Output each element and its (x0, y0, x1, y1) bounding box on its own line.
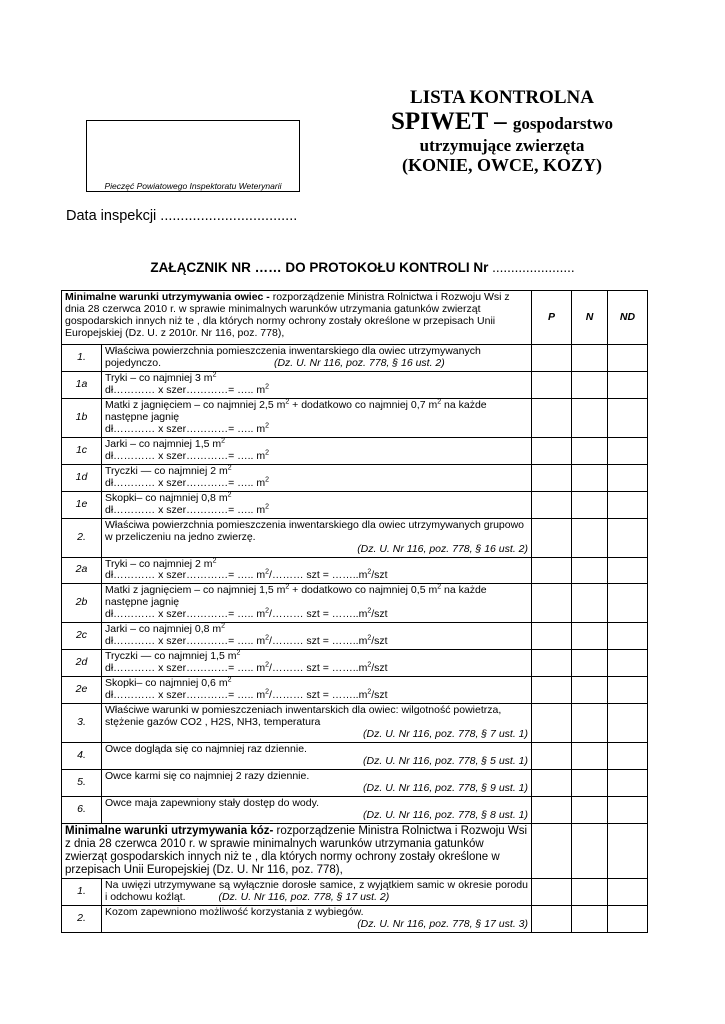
cell-n[interactable] (572, 437, 608, 464)
cell-nd[interactable] (608, 491, 648, 518)
table-header-row (62, 291, 648, 345)
row-description: Tryczki — co najmniej 2 $m^2$ dł………… x szer…………= ….. $m^2$ (102, 464, 532, 491)
cell-p[interactable] (532, 398, 572, 437)
row-description: Owce maja zapewniony stały dostęp do wody. (Dz. U. Nr 116, poz. 778, § 8 ust. 1) (102, 797, 532, 824)
row-description: Skopki– co najmniej 0,6 $m^2$ dł………… x szer…………= ….. $m^2/\dots\dots\dots$ szt = $\dots\dots..m^2$/szt (102, 677, 532, 704)
cell-n[interactable] (572, 906, 608, 933)
table-row (62, 345, 648, 372)
goats-section-text: rozporządzenie Ministra Rolnictwa i Rozwoju Wsi z dnia 28 czerwca 2010 r. w sprawie minimalnych warunków utrzymania gatunków zwierząt gospodarskich innych niż te , dla których normy ochrony zostały określone w przepisach Unii Europejskiej (Dz. U. Nr 116, poz. 778), (65, 824, 528, 877)
row-description: Owce karmi się co najmniej 2 razy dziennie. (Dz. U. Nr 116, poz. 778, § 9 ust. 1) (102, 770, 532, 797)
title-spiwet: SPIWET – (391, 108, 507, 136)
cell-p[interactable] (532, 623, 572, 650)
table-row (62, 557, 648, 584)
table-row (62, 437, 648, 464)
legal-reference: (Dz. U. Nr 116, poz. 778, § 7 ust. 1) (363, 728, 528, 741)
legal-reference: (Dz. U. Nr 116, poz. 778, § 5 ust. 1) (363, 755, 528, 768)
cell-nd[interactable] (608, 797, 648, 824)
cell-nd (608, 823, 648, 878)
table-row (62, 398, 648, 437)
row-description: Matki z jagnięciem – co najmniej 2,5 $m^2$ + dodatkowo co najmniej 0,7 $m^2$ na każde następne jagnię dł………… x szer…………= ….. $m^2$ (102, 398, 532, 437)
table-row (62, 743, 648, 770)
title-block (372, 87, 632, 175)
cell-n[interactable] (572, 623, 608, 650)
row-description: Na uwięzi utrzymywane są wyłącznie dorosłe samice, z wyjątkiem samic w okresie porodu i odchowu koźląt. (Dz. U. Nr 116, poz. 778, § 17 ust. 2) (102, 879, 532, 906)
cell-p[interactable] (532, 518, 572, 557)
cell-nd[interactable] (608, 345, 648, 372)
cell-n[interactable] (572, 464, 608, 491)
row-description: Tryki – co najmniej 3 $m^2$ dł………… x szer…………= ….. $m^2$ (102, 371, 532, 398)
table-row (62, 518, 648, 557)
cell-nd[interactable] (608, 704, 648, 743)
row-number: 1a (62, 371, 102, 398)
row-description: Właściwe warunki w pomieszczeniach inwentarskich dla owiec: wilgotność powietrza, stężenie gazów CO2 , H2S, NH3, temperatura (Dz. U. Nr 116, poz. 778, § 7 ust. 1) (102, 704, 532, 743)
cell-nd[interactable] (608, 623, 648, 650)
cell-n[interactable] (572, 770, 608, 797)
cell-nd[interactable] (608, 398, 648, 437)
cell-n[interactable] (572, 557, 608, 584)
cell-nd[interactable] (608, 906, 648, 933)
title-gospodarstwo: gospodarstwo (512, 114, 613, 134)
title-line-4: (KONIE, OWCE, KOZY) (401, 155, 602, 176)
table-row (62, 584, 648, 623)
table-row (62, 797, 648, 824)
cell-p[interactable] (532, 584, 572, 623)
table-row (62, 770, 648, 797)
row-number: 1c (62, 437, 102, 464)
inspection-date: Data inspekcji .................................. (66, 208, 298, 224)
cell-n[interactable] (572, 677, 608, 704)
checklist-table (61, 290, 648, 933)
row-number: 2. (62, 518, 102, 557)
row-description: Tryki – co najmniej 2 $m^2$ dł………… x szer…………= ….. $m^2/\dots\dots\dots$ szt = $\dots\dots..m^2$/szt (102, 557, 532, 584)
row-number: 2b (62, 584, 102, 623)
cell-p[interactable] (532, 797, 572, 824)
cell-p[interactable] (532, 770, 572, 797)
table-row (62, 906, 648, 933)
cell-p[interactable] (532, 464, 572, 491)
cell-n[interactable] (572, 797, 608, 824)
table-row (62, 371, 648, 398)
cell-nd[interactable] (608, 464, 648, 491)
cell-nd[interactable] (608, 879, 648, 906)
cell-n[interactable] (572, 650, 608, 677)
title-line-2 (372, 108, 632, 136)
table-row (62, 677, 648, 704)
cell-p[interactable] (532, 677, 572, 704)
legal-reference: (Dz. U. Nr 116, poz. 778, § 17 ust. 2) (218, 891, 390, 904)
table-row (62, 650, 648, 677)
cell-nd[interactable] (608, 437, 648, 464)
cell-n[interactable] (572, 491, 608, 518)
cell-n (572, 823, 608, 878)
cell-p[interactable] (532, 704, 572, 743)
cell-nd[interactable] (608, 518, 648, 557)
col-nd-header: ND (608, 291, 648, 345)
cell-nd[interactable] (608, 743, 648, 770)
cell-n[interactable] (572, 371, 608, 398)
cell-nd[interactable] (608, 371, 648, 398)
cell-nd[interactable] (608, 650, 648, 677)
cell-n[interactable] (572, 743, 608, 770)
table-row (62, 464, 648, 491)
row-number: 2. (62, 906, 102, 933)
annex-heading (0, 260, 725, 275)
col-n-header: N (572, 291, 608, 345)
row-description: Jarki – co najmniej 1,5 $m^2$ dł………… x szer…………= ….. $m^2$ (102, 437, 532, 464)
sheep-section-title: Minimalne warunki utrzymywania owiec - (65, 291, 273, 303)
legal-reference: (Dz. U. Nr 116, poz. 778, § 9 ust. 1) (363, 782, 528, 795)
cell-p[interactable] (532, 371, 572, 398)
table-row (62, 704, 648, 743)
row-number: 1d (62, 464, 102, 491)
cell-p[interactable] (532, 879, 572, 906)
col-p-header: P (532, 291, 572, 345)
cell-n[interactable] (572, 518, 608, 557)
sheep-section-text: rozporządzenie Ministra Rolnictwa i Rozwoju Wsi z dnia 28 czerwca 2010 r. w sprawie minimalnych warunków utrzymania gatunków zwierząt gospodarskich innych niż te , dla których normy ochrony zostały określone w przepisach Unii Europejskiej (Dz. U. z 2010r. Nr 116, poz. 778), (65, 291, 510, 339)
cell-p[interactable] (532, 906, 572, 933)
legal-reference: (Dz. U. Nr 116, poz. 778, § 8 ust. 1) (363, 809, 528, 821)
cell-nd[interactable] (608, 677, 648, 704)
row-number: 1e (62, 491, 102, 518)
cell-n[interactable] (572, 584, 608, 623)
row-description: Właściwa powierzchnia pomieszczenia inwentarskiego dla owiec utrzymywanych grupowo w przeliczeniu na jedno zwierzę. (Dz. U. Nr 116, poz. 778, § 16 ust. 2) (102, 518, 532, 557)
title-line-1: LISTA KONTROLNA (410, 87, 594, 108)
row-number: 3. (62, 704, 102, 743)
cell-p[interactable] (532, 650, 572, 677)
row-number: 1b (62, 398, 102, 437)
row-number: 2a (62, 557, 102, 584)
row-description: Matki z jagnięciem – co najmniej 1,5 $m^2$ + dodatkowo co najmniej 0,5 $m^2$ na każde następne jagnię dł………… x szer…………= ….. $m^2/\dots\dots\dots$ szt = $\dots\dots..m^2$/szt (102, 584, 532, 623)
table-row (62, 491, 648, 518)
row-number: 2e (62, 677, 102, 704)
row-description: Jarki – co najmniej 0,8 $m^2$ dł………… x szer…………= ….. $m^2/\dots\dots\dots$ szt = $\dots\dots..m^2$/szt (102, 623, 532, 650)
cell-n[interactable] (572, 704, 608, 743)
sheep-section-header (62, 291, 532, 345)
annex-dots: ...................... (492, 260, 575, 275)
cell-n[interactable] (572, 879, 608, 906)
title-line-3: utrzymujące zwierzęta (419, 136, 585, 156)
cell-nd[interactable] (608, 584, 648, 623)
cell-p[interactable] (532, 437, 572, 464)
row-number: 5. (62, 770, 102, 797)
row-number: 4. (62, 743, 102, 770)
goats-section-header (62, 823, 532, 878)
row-number: 2d (62, 650, 102, 677)
legal-reference: (Dz. U. Nr 116, poz. 778, § 16 ust. 2) (273, 356, 445, 369)
row-description: Skopki– co najmniej 0,8 $m^2$ dł………… x szer…………= ….. $m^2$ (102, 491, 532, 518)
table-row (62, 879, 648, 906)
row-description: Tryczki — co najmniej 1,5 $m^2$ dł………… x szer…………= ….. $m^2/\dots\dots\dots$ szt = $\dots\dots..m^2$/szt (102, 650, 532, 677)
row-number: 2c (62, 623, 102, 650)
cell-n[interactable] (572, 398, 608, 437)
cell-p[interactable] (532, 743, 572, 770)
cell-nd[interactable] (608, 770, 648, 797)
cell-p[interactable] (532, 557, 572, 584)
goats-section-row (62, 823, 648, 878)
row-number: 1. (62, 345, 102, 372)
table-row (62, 623, 648, 650)
row-number: 6. (62, 797, 102, 824)
row-description: Owce dogląda się co najmniej raz dziennie. (Dz. U. Nr 116, poz. 778, § 5 ust. 1) (102, 743, 532, 770)
stamp-label: Pieczęć Powiatowego Inspektoratu Weterynarii (104, 181, 282, 191)
row-description: Właściwa powierzchnia pomieszczenia inwentarskiego dla owiec utrzymywanych pojedynczo. (Dz. U. Nr 116, poz. 778, § 16 ust. 2) (102, 345, 532, 372)
legal-reference: (Dz. U. Nr 116, poz. 778, § 16 ust. 2) (357, 542, 528, 555)
goats-section-title: Minimalne warunki utrzymywania kóz- (65, 824, 277, 837)
cell-nd[interactable] (608, 557, 648, 584)
cell-p (532, 823, 572, 878)
annex-text: ZAŁĄCZNIK NR …… DO PROTOKOŁU KONTROLI Nr (150, 260, 489, 275)
legal-reference: (Dz. U. Nr 116, poz. 778, § 17 ust. 3) (357, 918, 528, 931)
cell-n[interactable] (572, 345, 608, 372)
cell-p[interactable] (532, 345, 572, 372)
row-description: Kozom zapewniono możliwość korzystania z wybiegów. (Dz. U. Nr 116, poz. 778, § 17 ust. 3) (102, 906, 532, 933)
cell-p[interactable] (532, 491, 572, 518)
row-number: 1. (62, 879, 102, 906)
